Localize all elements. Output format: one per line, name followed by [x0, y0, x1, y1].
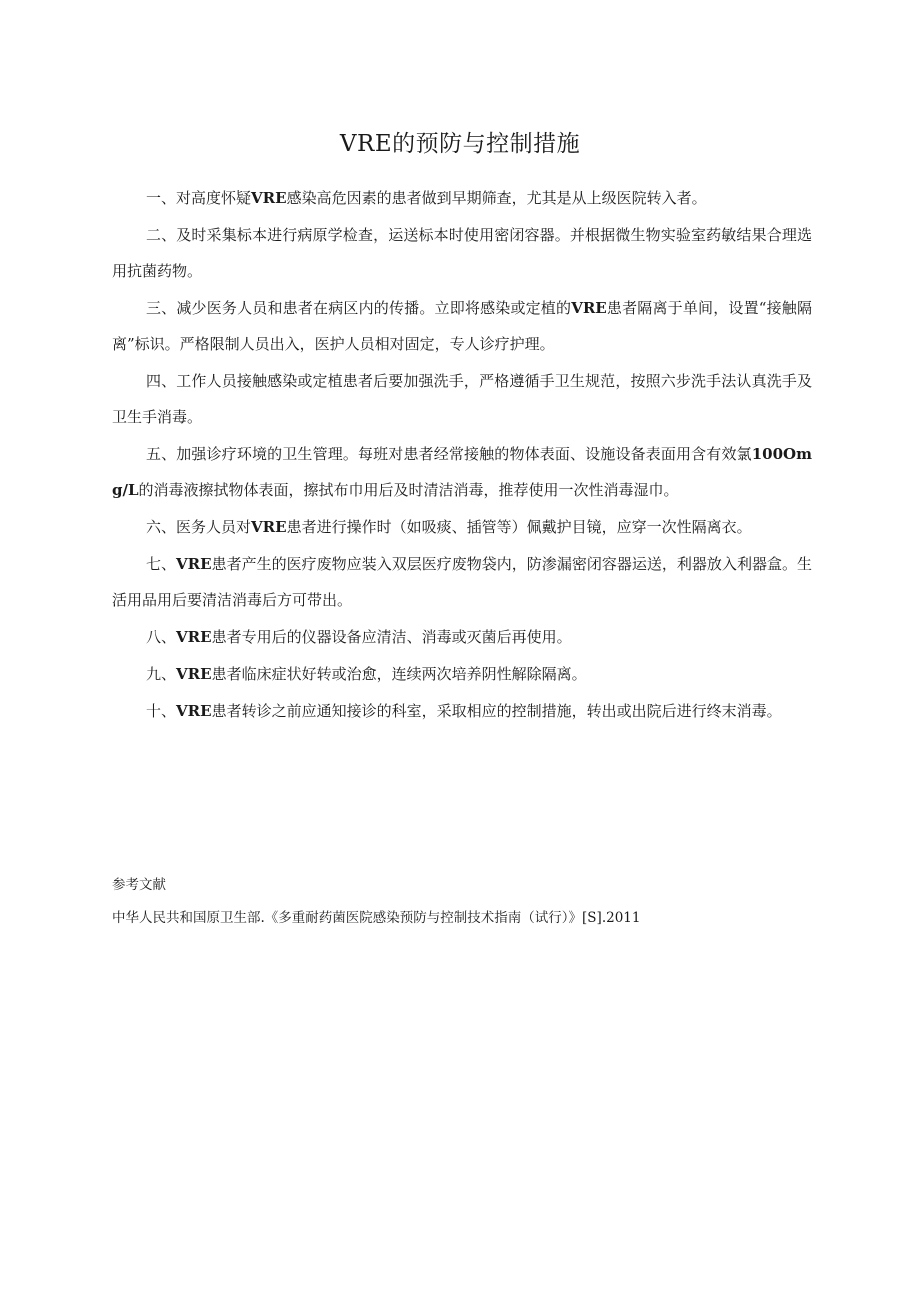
- paragraph-3-bold: VRE: [571, 299, 607, 317]
- reference-item: 中华人民共和国原卫生部.《多重耐药菌医院感染预防与控制技术指南（试行）》[S].2011: [112, 910, 641, 926]
- paragraph-6: [112, 509, 812, 545]
- paragraph-10-suffix: 患者转诊之前应通知接诊的科室，采取相应的控制措施，转出或出院后进行终末消毒。: [211, 702, 782, 720]
- paragraph-10: [112, 693, 812, 729]
- paragraph-1-suffix: 感染高危因素的患者做到早期筛查，尤其是从上级医院转入者。: [286, 189, 707, 207]
- paragraph-9-prefix: 九、: [146, 665, 177, 683]
- paragraph-10-prefix: 十、: [146, 702, 177, 720]
- paragraph-2: [112, 217, 812, 289]
- paragraph-3-suffix: 患者隔离于单间，设置“接触隔离”标识。严格限制人员出入，医护人员相对固定，专人诊疗护理。: [112, 299, 812, 353]
- paragraph-9-bold: VRE: [176, 665, 212, 683]
- paragraph-9-suffix: 患者临床症状好转或治愈，连续两次培养阴性解除隔离。: [211, 665, 587, 683]
- paragraph-8: [112, 619, 812, 655]
- references-section: [112, 873, 812, 930]
- paragraph-7: [112, 546, 812, 618]
- paragraph-4-prefix: 四、工作人员接触感染或定植患者后要加强洗手，严格遵循手卫生规范，按照六步洗手法认真洗手及卫生手消毒。: [112, 372, 812, 426]
- paragraph-5-bold: 100Omg/L: [112, 445, 812, 499]
- paragraph-8-bold: VRE: [176, 628, 212, 646]
- paragraph-3-prefix: 三、减少医务人员和患者在病区内的传播。立即将感染或定植的: [146, 299, 572, 317]
- paragraph-7-prefix: 七、: [146, 555, 177, 573]
- paragraph-5-prefix: 五、加强诊疗环境的卫生管理。每班对患者经常接触的物体表面、设施设备表面用含有效氯: [146, 445, 752, 463]
- paragraph-5: [112, 436, 812, 508]
- paragraph-5-suffix: 的消毒液擦拭物体表面，擦拭布巾用后及时清洁消毒，推荐使用一次性消毒湿巾。: [138, 481, 679, 499]
- references-heading: 参考文献: [112, 877, 166, 893]
- paragraph-10-bold: VRE: [176, 702, 212, 720]
- paragraph-8-prefix: 八、: [146, 628, 177, 646]
- document-body: [112, 180, 812, 730]
- paragraph-7-bold: VRE: [176, 555, 212, 573]
- paragraph-1-bold: VRE: [251, 189, 287, 207]
- paragraph-1-prefix: 一、对高度怀疑: [146, 189, 252, 207]
- paragraph-1: [112, 180, 812, 216]
- paragraph-7-suffix: 患者产生的医疗废物应装入双层医疗废物袋内，防渗漏密闭容器运送，利器放入利器盒。生活用品用后要清洁消毒后方可带出。: [112, 555, 812, 609]
- paragraph-6-prefix: 六、医务人员对: [146, 518, 252, 536]
- paragraph-6-bold: VRE: [251, 518, 287, 536]
- document-title: VRE的预防与控制措施: [339, 131, 581, 157]
- paragraph-6-suffix: 患者进行操作时（如吸痰、插管等）佩戴护目镜，应穿一次性隔离衣。: [286, 518, 752, 536]
- paragraph-9: [112, 656, 812, 692]
- paragraph-2-prefix: 二、及时采集标本进行病原学检查，运送标本时使用密闭容器。并根据微生物实验室药敏结果合理选用抗菌药物。: [112, 226, 812, 280]
- paragraph-3: [112, 290, 812, 362]
- paragraph-4: [112, 363, 812, 435]
- paragraph-8-suffix: 患者专用后的仪器设备应清洁、消毒或灭菌后再使用。: [211, 628, 572, 646]
